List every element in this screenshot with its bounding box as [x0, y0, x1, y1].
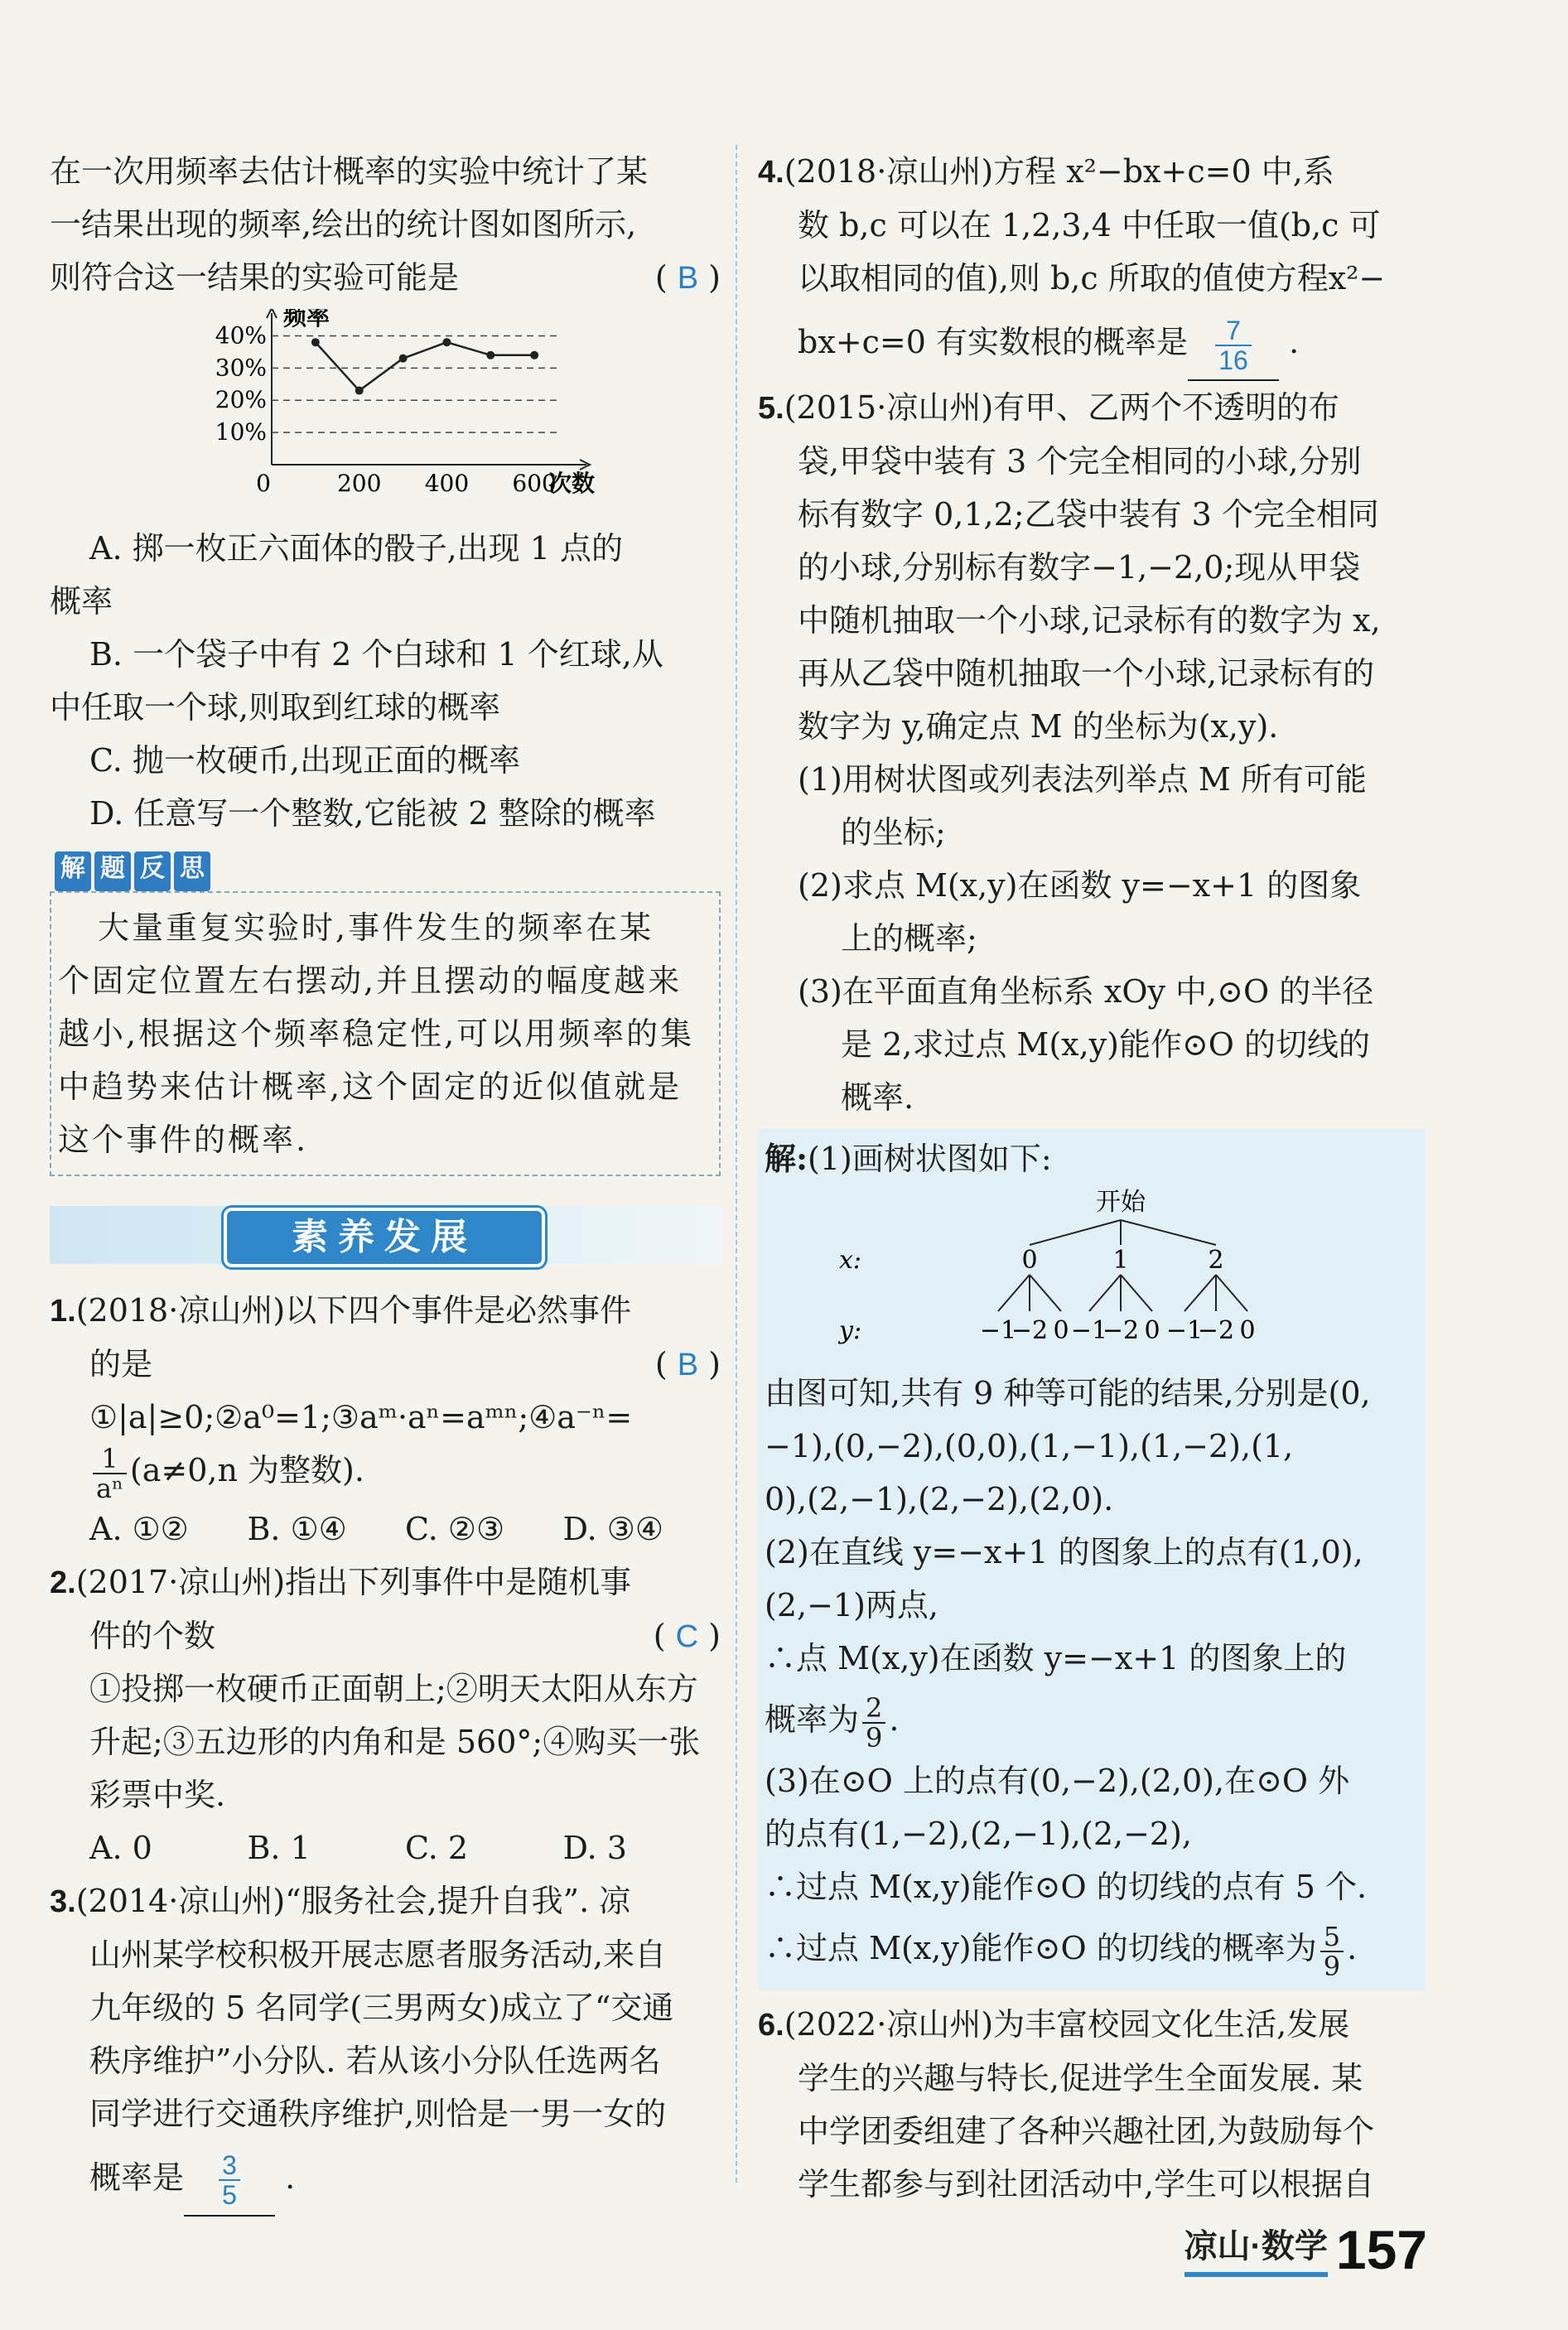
answer-choice: B: [677, 261, 699, 296]
data-point: [399, 355, 408, 363]
section-title: 素养发展: [224, 1208, 545, 1267]
tree-x-node: 0: [1021, 1246, 1038, 1275]
question-1-items: ①|a|≥0;②a⁰=1;③aᵐ·aⁿ=aᵐⁿ;④a⁻ⁿ=: [89, 1399, 633, 1435]
tree-y-node: −2: [1011, 1316, 1049, 1345]
data-point: [486, 351, 495, 359]
solution-text: .: [1347, 1930, 1358, 1966]
question-number: 6.: [758, 2008, 784, 2043]
right-column: [758, 145, 1425, 2211]
option-c: C. 抛一枚硬币,出现正面的概率: [89, 742, 520, 779]
numerator: 3: [219, 2151, 240, 2181]
reflection-line: 大量重复实验时,事件发生的频率在某: [98, 909, 654, 946]
question-text: 概率是: [89, 2159, 185, 2196]
answer-paren: ( B ): [654, 1346, 721, 1382]
question-text: (2017·凉山州)指出下列事件中是随机事: [75, 1563, 632, 1600]
fraction: [862, 1691, 885, 1754]
option: D. 3: [562, 1829, 627, 1866]
reflection-line: 中趋势来估计概率,这个固定的近似值就是: [58, 1069, 683, 1105]
question-2-options: [50, 1821, 721, 1874]
tree-y-node: −1: [1165, 1316, 1204, 1345]
answer-fraction: [1215, 316, 1252, 374]
question-text: (2015·凉山州)有甲、乙两个不透明的布: [784, 389, 1340, 426]
option-b: B. 一个袋子中有 2 个白球和 1 个红球,从: [89, 636, 663, 673]
question-4-tail: bx+c=0 有实数根的概率是 $\frac{7}{16}$ .: [758, 305, 1425, 381]
option: B. 1: [247, 1829, 311, 1866]
option: D. ③④: [562, 1510, 663, 1547]
fraction: [1320, 1922, 1344, 1980]
x-tick-label: 400: [424, 470, 470, 497]
x-tick-label: 200: [336, 470, 382, 497]
data-point: [530, 351, 538, 359]
numerator: 2: [862, 1694, 885, 1724]
answer-choice: B: [677, 1348, 699, 1382]
option: A. 0: [89, 1829, 152, 1866]
question-1: [50, 1284, 721, 1338]
tree-y-node: −1: [979, 1316, 1017, 1345]
question-number: 4.: [758, 155, 784, 190]
tree-branch: [1184, 1275, 1216, 1311]
intro-line: [50, 251, 721, 304]
question-number: 2.: [50, 1565, 76, 1600]
tree-branch: [1030, 1275, 1061, 1311]
answer-blank: [1188, 305, 1279, 381]
question-6-cont: 中学团委组建了各种兴趣社团,为鼓励每个: [798, 2113, 1375, 2149]
option-a: A. 掷一枚正六面体的骰子,出现 1 点的: [89, 530, 624, 567]
question-4-cont: 数 b,c 可以在 1,2,3,4 中任取一值(b,c 可: [798, 207, 1381, 244]
question-5-cont: 袋,甲袋中装有 3 个完全相同的小球,分别: [798, 443, 1362, 480]
tree-y-label: y:: [839, 1316, 862, 1345]
question-text: (a≠0,n 为整数).: [129, 1452, 364, 1488]
solution-block: [758, 1129, 1425, 1990]
solution-line: (2)在直线 y=−x+1 的图象上的点有(1,0),: [765, 1534, 1363, 1570]
question-number: 5.: [758, 391, 784, 426]
question-3-cont: 同学进行交通秩序维护,则恰是一男一女的: [89, 2095, 667, 2132]
numerator: 1: [93, 1445, 127, 1474]
question-2-cont: [50, 1609, 721, 1662]
left-column: [50, 145, 721, 2217]
book-label: 凉山·数学: [1184, 2220, 1328, 2277]
question-3-tail: 概率是 $\frac{3}{5}$ .: [50, 2140, 721, 2217]
tree-y-node: −2: [1197, 1316, 1235, 1345]
denominator: 16: [1218, 345, 1248, 375]
solution-text: (1)画树状图如下:: [808, 1141, 1052, 1177]
question-3-cont: 秩序维护”小分队. 若从该小分队任选两名: [89, 2042, 661, 2079]
option-d: D. 任意写一个整数,它能被 2 整除的概率: [89, 795, 656, 832]
question-3-cont: 山州某学校积极开展志愿者服务活动,来自: [89, 1936, 667, 1973]
solution-line: (2,−1)两点,: [765, 1587, 939, 1623]
solution-line: [765, 1685, 1418, 1754]
question-2-body: ①投掷一枚硬币正面朝上;②明天太阳从东方: [89, 1670, 698, 1707]
subquestion-3: (3)在平面直角坐标系 xOy 中,⊙O 的半径: [798, 973, 1374, 1010]
reflection-line: 个固定位置左右摆动,并且摆动的幅度越来: [58, 962, 683, 999]
solution-line: −1),(0,−2),(0,0),(1,−1),(1,−2),(1,: [765, 1428, 1294, 1464]
question-text: 件的个数: [89, 1617, 216, 1654]
question-2-body: 彩票中奖.: [89, 1776, 226, 1813]
denominator: 5: [222, 2180, 237, 2210]
x-tick-label: 0: [256, 470, 271, 497]
column-divider: [736, 145, 737, 2183]
solution-text: 概率为: [765, 1701, 860, 1738]
tree-root: 开始: [1096, 1188, 1146, 1217]
question-text: (2022·凉山州)为丰富校园文化生活,发展: [784, 2006, 1350, 2043]
solution-label: 解:: [765, 1140, 808, 1177]
question-4-cont: 以取相同的值),则 b,c 所取的值使方程x²−: [798, 260, 1386, 297]
solution-line: 由图可知,共有 9 种等可能的结果,分别是(0,: [765, 1375, 1371, 1411]
tree-branch: [1030, 1220, 1121, 1245]
reflection-line: 越小,根据这个频率稳定性,可以用频率的集: [58, 1015, 695, 1052]
subquestion-1: (1)用树状图或列表法列举点 M 所有可能: [798, 761, 1367, 798]
question-2: [50, 1556, 721, 1609]
option-b-cont: 中任取一个球,则取到红球的概率: [50, 689, 501, 726]
y-tick-label: 40%: [215, 321, 267, 350]
answer-fraction: [219, 2151, 240, 2209]
question-text: (2014·凉山州)“服务社会,提升自我”. 凉: [75, 1882, 631, 1919]
tree-x-node: 2: [1208, 1246, 1224, 1275]
reflection-tag: 反: [134, 851, 171, 891]
solution-line: (3)在⊙O 上的点有(0,−2),(2,0),在⊙O 外: [765, 1763, 1350, 1799]
reflection-tag: 解: [55, 851, 91, 891]
answer-blank: [184, 2140, 275, 2217]
intro-line: 一结果出现的频率,绘出的统计图如图所示,: [50, 206, 637, 243]
tree-branch: [1121, 1275, 1152, 1311]
tree-diagram: [831, 1185, 1411, 1351]
subquestion-3-cont: 是 2,求过点 M(x,y)能作⊙O 的切线的: [841, 1026, 1371, 1063]
section-banner: [50, 1206, 721, 1264]
question-1-cont: [50, 1338, 721, 1391]
question-5-cont: 标有数字 0,1,2;乙袋中装有 3 个完全相同: [798, 496, 1379, 533]
reflection-tags: [55, 851, 721, 891]
subquestion-2: (2)求点 M(x,y)在函数 y=−x+1 的图象: [798, 867, 1362, 904]
tree-branch: [1216, 1275, 1247, 1311]
question-5-cont: 数字为 y,确定点 M 的坐标为(x,y).: [798, 708, 1279, 745]
reflection-text: [50, 891, 721, 1176]
tree-y-node: 0: [1053, 1316, 1069, 1345]
question-text: (2018·凉山州)方程 x²−bx+c=0 中,系: [784, 153, 1334, 190]
solution-head: [765, 1132, 1418, 1185]
subquestion-2-cont: 上的概率;: [841, 920, 977, 957]
question-5-cont: 的小球,分别标有数字−1,−2,0;现从甲袋: [798, 549, 1361, 586]
question-text: bx+c=0 有实数根的概率是: [798, 324, 1188, 360]
question-6: [758, 1998, 1425, 2052]
answer-choice: C: [675, 1618, 699, 1654]
frequency-line-chart: [197, 309, 611, 499]
solution-line: [765, 1913, 1418, 1983]
question-text: (2018·凉山州)以下四个事件是必然事件: [75, 1292, 632, 1329]
tree-x-node: 1: [1112, 1246, 1129, 1275]
solution-line: ∴点 M(x,y)在函数 y=−x+1 的图象上的: [765, 1640, 1347, 1676]
y-axis-label: 频率: [283, 309, 330, 330]
page-footer: [1184, 2219, 1427, 2280]
solution-line: ∴过点 M(x,y)能作⊙O 的切线的点有 5 个.: [765, 1869, 1368, 1905]
solution-line: 0),(2,−1),(2,−2),(2,0).: [765, 1481, 1114, 1517]
denominator: 9: [866, 1721, 883, 1754]
question-number: 1.: [50, 1294, 76, 1329]
tree-y-node: 0: [1144, 1316, 1160, 1345]
data-point: [355, 387, 364, 395]
subquestion-1-cont: 的坐标;: [841, 814, 946, 851]
numerator: 7: [1215, 316, 1252, 346]
fraction: [93, 1442, 127, 1504]
x-tick-label: 600: [512, 470, 557, 497]
question-5: [758, 381, 1425, 435]
question-1-options: [50, 1503, 721, 1556]
answer-paren: ( C ): [653, 1617, 721, 1654]
subquestion-3-cont: 概率.: [841, 1079, 914, 1116]
page-number: 157: [1335, 2219, 1427, 2280]
reflection-line: 这个事件的概率.: [58, 1122, 309, 1158]
option: B. ①④: [247, 1510, 347, 1547]
question-3-cont: 九年级的 5 名同学(三男两女)成立了“交通: [89, 1989, 674, 2026]
data-point: [442, 338, 451, 346]
question-3: [50, 1874, 721, 1928]
question-1-tail: [50, 1444, 721, 1503]
question-2-body: 升起;③五边形的内角和是 560°;④购买一张: [89, 1723, 701, 1760]
question-number: 3.: [50, 1884, 76, 1919]
reflection-box: [50, 851, 721, 1176]
intro-line-text: 则符合这一结果的实验可能是: [50, 259, 460, 296]
reflection-tag: 题: [94, 851, 131, 891]
question-text: 的是: [89, 1346, 153, 1382]
tree-y-node: −1: [1070, 1316, 1108, 1345]
y-tick-label: 10%: [215, 418, 267, 446]
tree-y-node: −2: [1102, 1316, 1140, 1345]
question-5-cont: 中随机抽取一个小球,记录标有的数字为 x,: [798, 602, 1381, 639]
numerator: 5: [1320, 1922, 1344, 1952]
denominator: 9: [1323, 1950, 1341, 1982]
question-6-cont: 学生的兴趣与特长,促进学生全面发展. 某: [798, 2060, 1363, 2096]
tree-y-node: 0: [1239, 1316, 1256, 1345]
option: A. ①②: [89, 1510, 189, 1547]
x-axis-label: 次数: [548, 470, 595, 497]
tree-branch: [998, 1275, 1030, 1311]
y-tick-label: 20%: [215, 386, 267, 414]
solution-line: 的点有(1,−2),(2,−1),(2,−2),: [765, 1816, 1193, 1852]
denominator: aⁿ: [96, 1472, 123, 1504]
answer-paren: ( B ): [654, 259, 721, 296]
question-6-cont: 学生都参与到社团活动中,学生可以根据自: [798, 2166, 1375, 2202]
option-a-cont: 概率: [50, 583, 113, 620]
solution-text: ∴过点 M(x,y)能作⊙O 的切线的概率为: [765, 1930, 1317, 1966]
reflection-tag: 思: [174, 851, 210, 891]
data-line: [316, 342, 534, 390]
data-point: [311, 338, 320, 346]
tree-x-label: x:: [839, 1246, 862, 1275]
question-4: [758, 145, 1425, 199]
option: C. ②③: [405, 1510, 505, 1547]
option: C. 2: [405, 1829, 469, 1866]
question-5-cont: 再从乙袋中随机抽取一个小球,记录标有的: [798, 655, 1375, 692]
intro-line: 在一次用频率去估计概率的实验中统计了某: [50, 153, 649, 190]
tree-branch: [1121, 1220, 1216, 1245]
tree-branch: [1089, 1275, 1121, 1311]
y-tick-label: 30%: [215, 354, 267, 382]
solution-text: .: [889, 1701, 900, 1738]
